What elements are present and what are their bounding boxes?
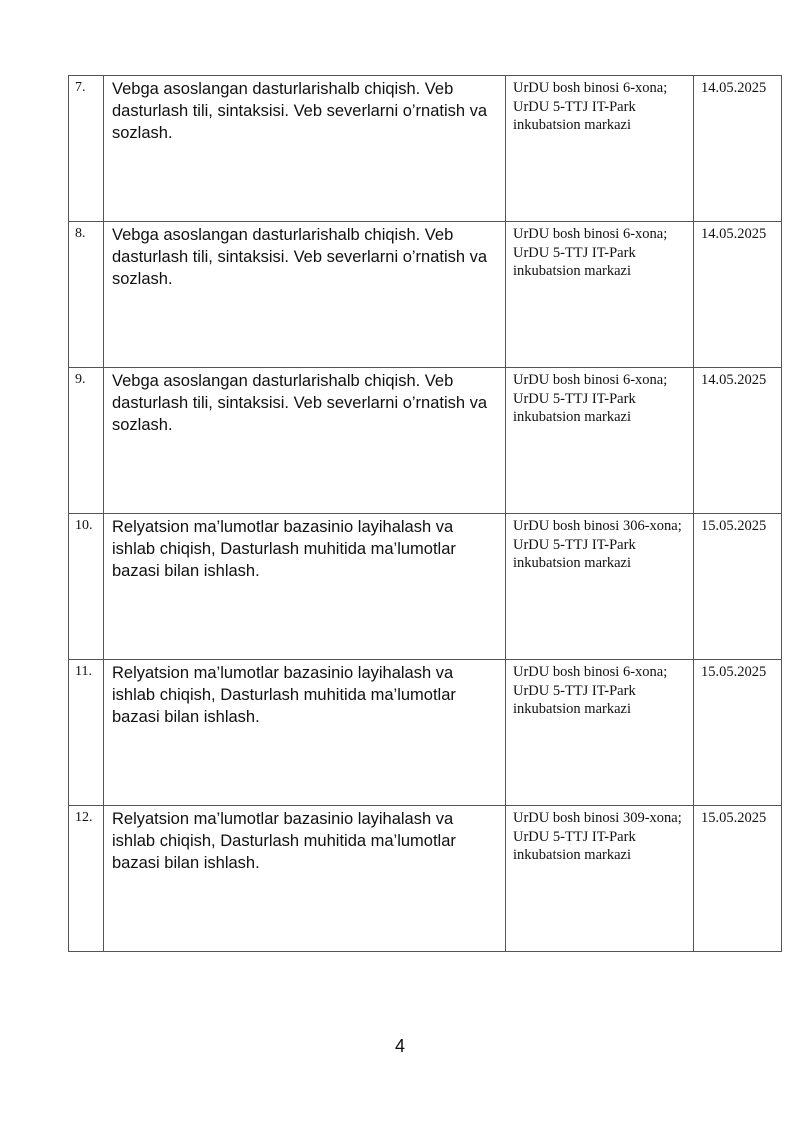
location-cell	[506, 368, 694, 514]
row-number: 12.	[75, 810, 93, 825]
location-text: UrDU bosh binosi 6-xona; UrDU 5-TTJ IT-Park inkubatsion markazi	[513, 372, 668, 425]
location-text: UrDU bosh binosi 306-xona; UrDU 5-TTJ IT-Park inkubatsion markazi	[513, 518, 682, 571]
row-number: 8.	[75, 226, 86, 241]
row-number: 9.	[75, 372, 86, 387]
date-cell	[694, 368, 782, 514]
row-number-cell	[69, 806, 104, 952]
location-cell	[506, 660, 694, 806]
topic-cell	[104, 76, 506, 222]
date-text: 14.05.2025	[701, 226, 767, 242]
row-number: 10.	[75, 518, 93, 533]
row-number-cell	[69, 76, 104, 222]
table-row	[69, 660, 782, 806]
row-number-cell	[69, 368, 104, 514]
location-text: UrDU bosh binosi 309-xona; UrDU 5-TTJ IT-Park inkubatsion markazi	[513, 810, 682, 863]
row-number-cell	[69, 222, 104, 368]
date-text: 14.05.2025	[701, 372, 767, 388]
date-text: 15.05.2025	[701, 810, 767, 826]
table-row	[69, 222, 782, 368]
date-cell	[694, 514, 782, 660]
row-number-cell	[69, 514, 104, 660]
topic-text: Relyatsion ma’lumotlar bazasinio layihalash va ishlab chiqish, Dasturlash muhitida ma’lumotlar bazasi bilan ishlash.	[112, 518, 456, 580]
table-row	[69, 806, 782, 952]
location-cell	[506, 76, 694, 222]
date-cell	[694, 222, 782, 368]
row-number-cell	[69, 660, 104, 806]
topic-text: Relyatsion ma’lumotlar bazasinio layihalash va ishlab chiqish, Dasturlash muhitida ma’lumotlar bazasi bilan ishlash.	[112, 810, 456, 872]
date-cell	[694, 806, 782, 952]
location-cell	[506, 222, 694, 368]
page-number: 4	[394, 1036, 405, 1056]
schedule-table	[68, 75, 782, 952]
topic-text: Relyatsion ma’lumotlar bazasinio layihalash va ishlab chiqish, Dasturlash muhitida ma’lumotlar bazasi bilan ishlash.	[112, 664, 456, 726]
location-cell	[506, 806, 694, 952]
table-row	[69, 514, 782, 660]
row-number: 7.	[75, 80, 86, 95]
date-cell	[694, 660, 782, 806]
topic-text: Vebga asoslangan dasturlarishalb chiqish. Veb dasturlash tili, sintaksisi. Veb severlarni o’rnatish va sozlash.	[112, 80, 488, 142]
topic-cell	[104, 222, 506, 368]
topic-text: Vebga asoslangan dasturlarishalb chiqish. Veb dasturlash tili, sintaksisi. Veb severlarni o’rnatish va sozlash.	[112, 226, 488, 288]
date-text: 14.05.2025	[701, 80, 767, 96]
date-text: 15.05.2025	[701, 664, 767, 680]
table-row	[69, 368, 782, 514]
date-cell	[694, 76, 782, 222]
location-cell	[506, 514, 694, 660]
topic-cell	[104, 514, 506, 660]
topic-cell	[104, 368, 506, 514]
row-number: 11.	[75, 664, 92, 679]
location-text: UrDU bosh binosi 6-xona; UrDU 5-TTJ IT-Park inkubatsion markazi	[513, 226, 668, 279]
table-row	[69, 76, 782, 222]
topic-cell	[104, 660, 506, 806]
topic-cell	[104, 806, 506, 952]
topic-text: Vebga asoslangan dasturlarishalb chiqish. Veb dasturlash tili, sintaksisi. Veb severlarni o’rnatish va sozlash.	[112, 372, 488, 434]
location-text: UrDU bosh binosi 6-xona; UrDU 5-TTJ IT-Park inkubatsion markazi	[513, 664, 668, 717]
date-text: 15.05.2025	[701, 518, 767, 534]
location-text: UrDU bosh binosi 6-xona; UrDU 5-TTJ IT-Park inkubatsion markazi	[513, 80, 668, 133]
